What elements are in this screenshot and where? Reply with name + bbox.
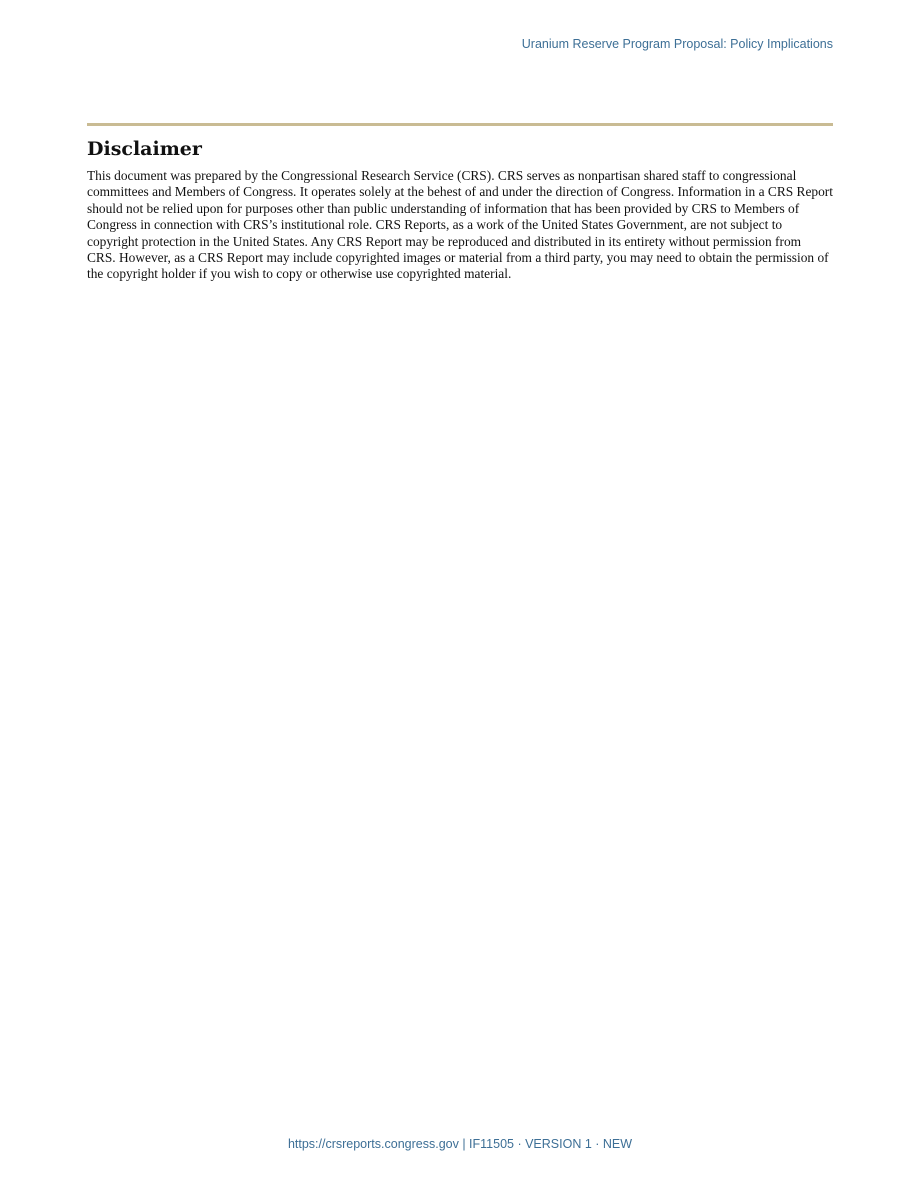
section-divider [87,123,833,126]
page-footer: https://crsreports.congress.gov | IF11505 · VERSION 1 · NEW [287,1137,633,1151]
running-header-title: Uranium Reserve Program Proposal: Policy Implications [521,37,833,51]
disclaimer-body: This document was prepared by the Congressional Research Service (CRS). CRS serves as nonpartisan shared staff to congressional committees and Members of Congress. It operates solely at the behest of and under the direction of Congress. Information in a CRS Report should not be relied upon for purposes other than public understanding of information that has been provided by CRS to Members of Congress in connection with CRS’s institutional role. CRS Reports, as a work of the United States Government, are not subject to copyright protection in the United States. Any CRS Report may be reproduced and distributed in its entirety without permission from CRS. However, as a CRS Report may include copyrighted images or material from a third party, you may need to obtain the permission of the copyright holder if you wish to copy or otherwise use copyrighted material. [87,168,833,282]
disclaimer-section [87,136,833,283]
disclaimer-heading: Disclaimer [87,138,202,160]
